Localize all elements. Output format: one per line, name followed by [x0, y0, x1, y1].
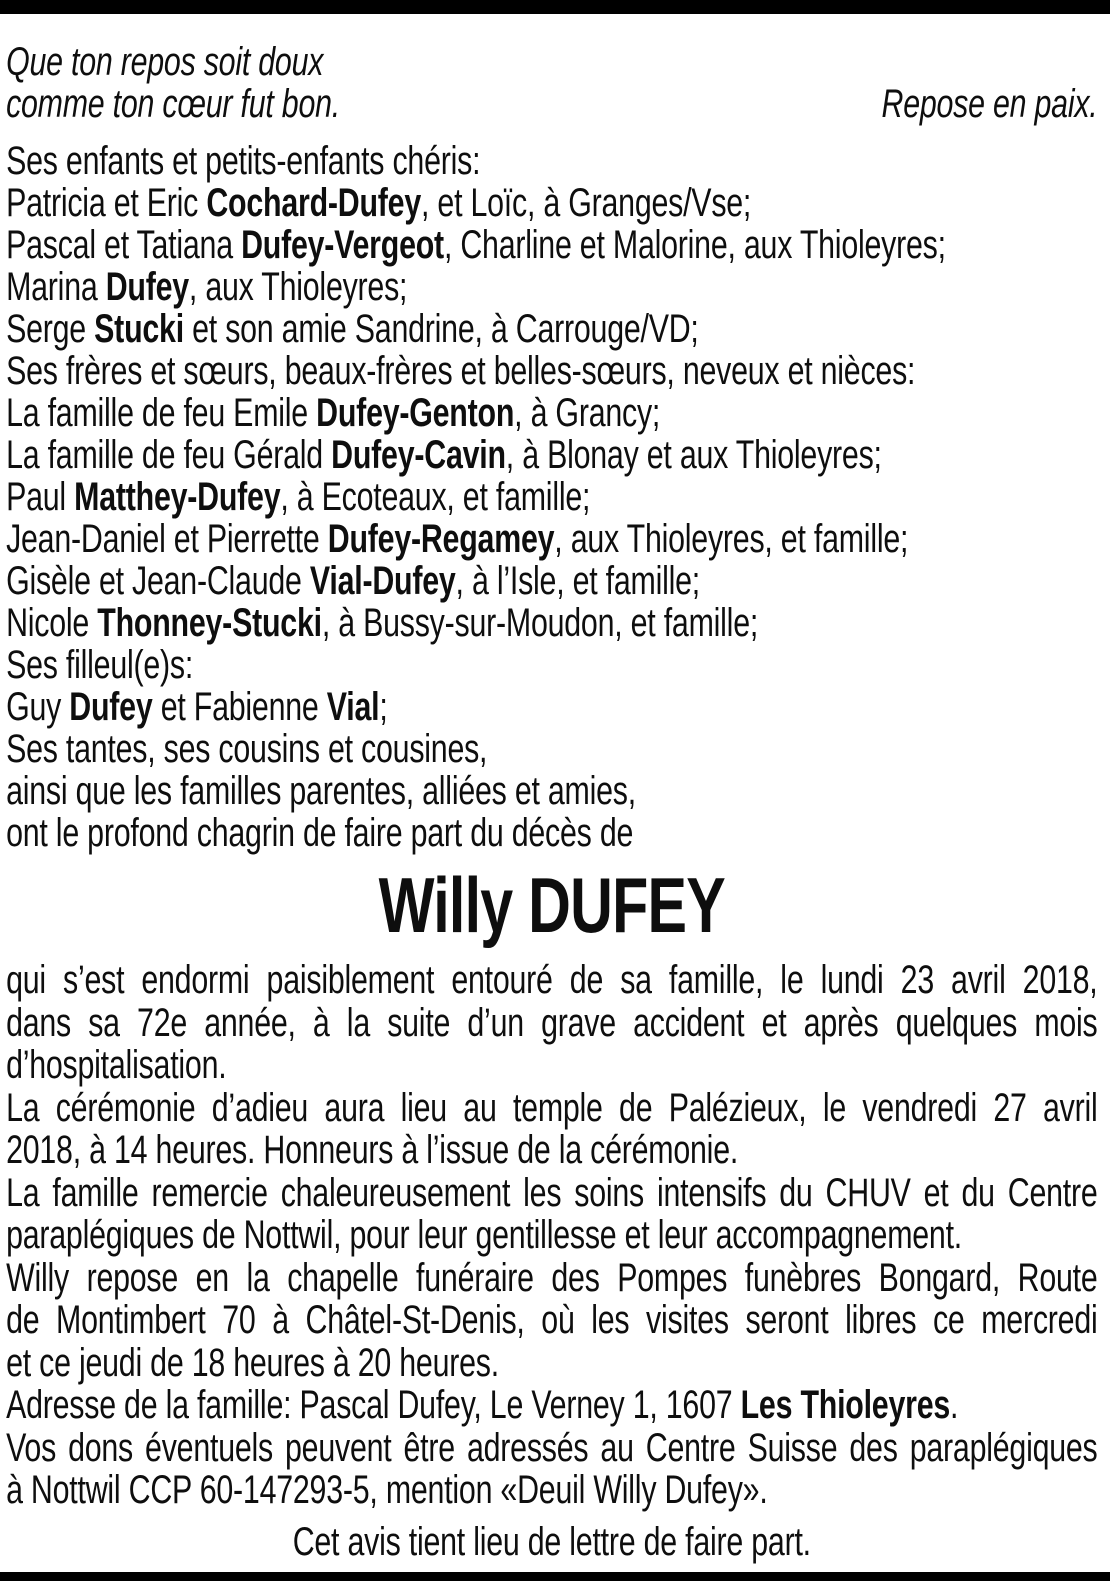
text-line [6, 644, 1097, 686]
text-line [6, 1342, 1097, 1385]
text-segment: La famille de feu Gérald [6, 433, 332, 477]
text-line [6, 1129, 1097, 1172]
text-segment: , et Loïc, à Granges/Vse; [421, 181, 752, 225]
closing-line: Cet avis tient lieu de lettre de faire part. [292, 1519, 811, 1564]
text-segment: et Fabienne [152, 685, 327, 729]
text-segment: La famille de feu Emile [6, 391, 317, 435]
text-segment: , à l’Isle, et famille; [455, 559, 701, 603]
family-name: Cochard-Dufey [206, 181, 422, 225]
family-name: Dufey-Vergeot [241, 223, 444, 267]
text-line [6, 728, 1097, 770]
text-segment: Ses tantes, ses cousins et cousines, [6, 727, 488, 771]
text-segment: Willy repose en la chapelle funéraire des Pompes funèbres Bongard, Route [6, 1255, 1098, 1300]
text-segment: La cérémonie d’adieu aura lieu au temple de Palézieux, le vendredi 27 avril [6, 1085, 1098, 1130]
text-segment: . [950, 1383, 959, 1427]
text-line [6, 392, 1097, 434]
text-segment: Serge [6, 307, 95, 351]
text-segment: Vos dons éventuels peuvent être adressés au Centre Suisse des paraplégiques [6, 1425, 1098, 1470]
family-name: Les Thioleyres [740, 1383, 951, 1427]
family-name: Vial [326, 685, 380, 729]
text-segment: Ses enfants et petits-enfants chéris: [6, 139, 481, 183]
text-segment: Nicole [6, 601, 98, 645]
text-segment: ; [379, 685, 388, 729]
text-line [6, 140, 1097, 182]
text-line [6, 1044, 1097, 1087]
text-segment: , aux Thioleyres, et famille; [554, 517, 909, 561]
epigraph-left [6, 41, 340, 125]
text-line [6, 1214, 1097, 1257]
family-name: Matthey-Dufey [74, 475, 281, 519]
text-line [6, 602, 1097, 644]
text-segment: Paul [6, 475, 75, 519]
text-line [6, 518, 1097, 560]
text-segment: Guy [6, 685, 70, 729]
text-line [6, 1299, 1097, 1342]
text-line [6, 1427, 1097, 1470]
family-name: Dufey-Regamey [327, 517, 555, 561]
text-segment: et son amie Sandrine, à Carrouge/VD; [183, 307, 699, 351]
text-line [6, 266, 1097, 308]
text-line [6, 1257, 1097, 1300]
family-list [6, 140, 1097, 854]
text-segment: La famille remercie chaleureusement les soins intensifs du CHUV et du Centre [6, 1170, 1098, 1215]
text-line [6, 350, 1097, 392]
text-segment: Pascal et Tatiana [6, 223, 242, 267]
text-segment: Patricia et Eric [6, 181, 207, 225]
epigraph-right: Repose en paix. [881, 82, 1098, 126]
text-segment: , aux Thioleyres; [188, 265, 408, 309]
family-name: Dufey [105, 265, 189, 309]
text-line [6, 182, 1097, 224]
text-line [6, 434, 1097, 476]
text-segment: , Charline et Malorine, aux Thioleyres; [443, 223, 946, 267]
text-line [6, 1172, 1097, 1215]
text-segment: dans sa 72e année, à la suite d’un grave accident et après quelques mois [6, 1000, 1098, 1045]
family-name: Dufey [69, 685, 153, 729]
epigraph [6, 41, 1097, 125]
text-segment: Gisèle et Jean-Claude [6, 559, 310, 603]
family-name: Vial-Dufey [309, 559, 456, 603]
text-segment: Ses frères et sœurs, beaux-frères et belles-sœurs, neveux et nièces: [6, 349, 916, 393]
text-line [6, 224, 1097, 266]
text-segment: et ce jeudi de 18 heures à 20 heures. [6, 1340, 499, 1385]
epigraph-line: comme ton cœur fut bon. [6, 82, 340, 126]
epigraph-line: Que ton repos soit doux [6, 40, 324, 84]
announcement-body [6, 959, 1097, 1512]
text-line [6, 770, 1097, 812]
bottom-rule [0, 1572, 1110, 1581]
text-segment: Adresse de la famille: Pascal Dufey, Le Verney 1, 1607 [6, 1383, 741, 1427]
text-line [6, 1002, 1097, 1045]
text-segment: qui s’est endormi paisiblement entouré de sa famille, le lundi 23 avril 2018, [6, 958, 1098, 1002]
death-notice [0, 41, 1110, 1563]
text-line [6, 812, 1097, 854]
text-segment: à Nottwil CCP 60-147293-5, mention «Deuil Willy Dufey». [6, 1468, 768, 1512]
text-segment: , à Bussy-sur-Moudon, et famille; [321, 601, 759, 645]
family-name: Dufey-Cavin [331, 433, 506, 477]
text-segment: d’hospitalisation. [6, 1043, 227, 1087]
text-segment: ont le profond chagrin de faire part du décès de [6, 811, 634, 855]
text-line [6, 560, 1097, 602]
text-segment: Jean-Daniel et Pierrette [6, 517, 328, 561]
text-line [6, 476, 1097, 518]
family-name: Thonney-Stucki [97, 601, 322, 645]
text-line [6, 1384, 1097, 1427]
text-segment: Ses filleul(e)s: [6, 643, 194, 687]
top-rule [0, 0, 1110, 14]
text-segment: , à Blonay et aux Thioleyres; [505, 433, 882, 477]
text-segment: paraplégiques de Nottwil, pour leur gentillesse et leur accompagnement. [6, 1213, 962, 1257]
text-line [6, 1087, 1097, 1130]
text-line [6, 308, 1097, 350]
text-line [6, 959, 1097, 1002]
text-segment: 2018, à 14 heures. Honneurs à l’issue de la cérémonie. [6, 1128, 739, 1172]
text-line [6, 686, 1097, 728]
text-line [6, 1469, 1097, 1512]
text-segment: ainsi que les familles parentes, alliées et amies, [6, 769, 636, 813]
text-segment: de Montimbert 70 à Châtel-St-Denis, où les visites seront libres ce mercredi [6, 1298, 1098, 1342]
family-name: Dufey-Genton [316, 391, 515, 435]
text-segment: , à Ecoteaux, et famille; [280, 475, 591, 519]
text-segment: , à Grancy; [514, 391, 661, 435]
family-name: Stucki [94, 307, 184, 351]
text-segment: Marina [6, 265, 106, 309]
deceased-name: Willy DUFEY [378, 861, 725, 949]
